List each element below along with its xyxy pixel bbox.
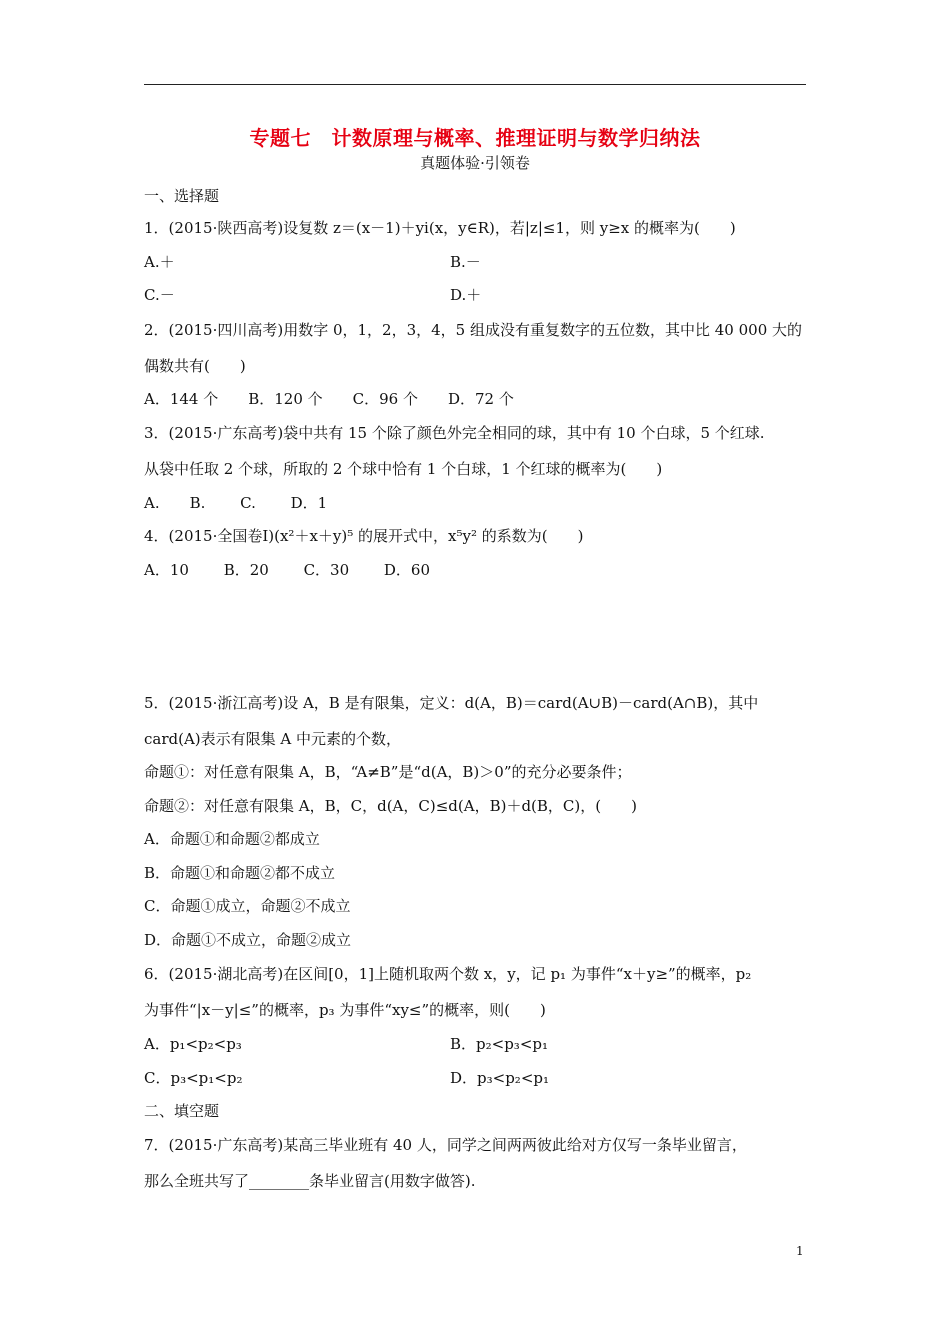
- q5-proposition-1: 命题①：对任意有限集 A，B，“A≠B”是“d(A，B)＞0”的充分必要条件；: [144, 763, 632, 781]
- q5-option-a: A．命题①和命题②都成立: [144, 830, 320, 848]
- q6-option-d: D．p₃<p₂<p₁: [450, 1069, 550, 1087]
- q2-options: A．144 个 B．120 个 C．96 个 D．72 个: [144, 390, 514, 408]
- q7-line2: 那么全班共写了________条毕业留言(用数字做答).: [144, 1172, 476, 1190]
- q6-option-c: C．p₃<p₁<p₂: [144, 1069, 243, 1087]
- q1-stem: 1．(2015·陕西高考)设复数 z＝(x－1)＋yi(x，y∈R)，若|z|≤1，则 y≥x 的概率为( ): [144, 219, 736, 237]
- q6-option-b: B．p₂<p₃<p₁: [450, 1035, 549, 1053]
- q6-line1: 6．(2015·湖北高考)在区间[0，1]上随机取两个数 x，y，记 p₁ 为事件“x＋y≥”的概率，p₂: [144, 965, 752, 983]
- q5-option-c: C．命题①成立，命题②不成立: [144, 897, 351, 915]
- q4-options: A．10 B．20 C．30 D．60: [144, 561, 431, 579]
- q7-line1: 7．(2015·广东高考)某高三毕业班有 40 人，同学之间两两彼此给对方仅写一条毕业留言，: [144, 1136, 747, 1154]
- header-rule: [144, 84, 806, 85]
- q6-line2: 为事件“|x－y|≤”的概率，p₃ 为事件“xy≤”的概率，则( ): [144, 1001, 546, 1019]
- q2-line2: 偶数共有( ): [144, 357, 246, 375]
- q1-option-a: A.＋: [144, 253, 175, 271]
- page-title: 专题七 计数原理与概率、推理证明与数学归纳法: [249, 126, 701, 150]
- q1-option-d: D.＋: [450, 286, 482, 304]
- q5-line1: 5．(2015·浙江高考)设 A，B 是有限集，定义：d(A，B)＝card(A∪B)－card(A∩B)，其中: [144, 694, 759, 712]
- q3-options: A. B. C. D．1: [144, 494, 328, 512]
- q3-line1: 3．(2015·广东高考)袋中共有 15 个除了颜色外完全相同的球，其中有 10 个白球，5 个红球.: [144, 424, 765, 442]
- q5-proposition-2: 命题②：对任意有限集 A，B，C，d(A，C)≤d(A，B)＋d(B，C)，( ): [144, 797, 637, 815]
- q6-option-a: A．p₁<p₂<p₃: [144, 1035, 242, 1053]
- section-choice-heading: 一、选择题: [144, 187, 220, 205]
- page-number: 1: [796, 1244, 804, 1258]
- q5-option-d: D．命题①不成立，命题②成立: [144, 931, 352, 949]
- q5-option-b: B．命题①和命题②都不成立: [144, 864, 336, 882]
- q4-stem: 4．(2015·全国卷Ⅰ)(x²＋x＋y)⁵ 的展开式中，x⁵y² 的系数为( ): [144, 527, 584, 545]
- q5-line2: card(A)表示有限集 A 中元素的个数，: [144, 730, 402, 748]
- q1-option-b: B.－: [450, 253, 481, 271]
- section-fill-heading: 二、填空题: [144, 1102, 220, 1120]
- q1-option-c: C.－: [144, 286, 175, 304]
- q2-line1: 2．(2015·四川高考)用数字 0，1，2，3，4，5 组成没有重复数字的五位数，其中比 40 000 大的: [144, 321, 803, 339]
- q3-line2: 从袋中任取 2 个球，所取的 2 个球中恰有 1 个白球，1 个红球的概率为( ): [144, 460, 663, 478]
- page-subtitle: 真题体验·引领卷: [420, 154, 530, 172]
